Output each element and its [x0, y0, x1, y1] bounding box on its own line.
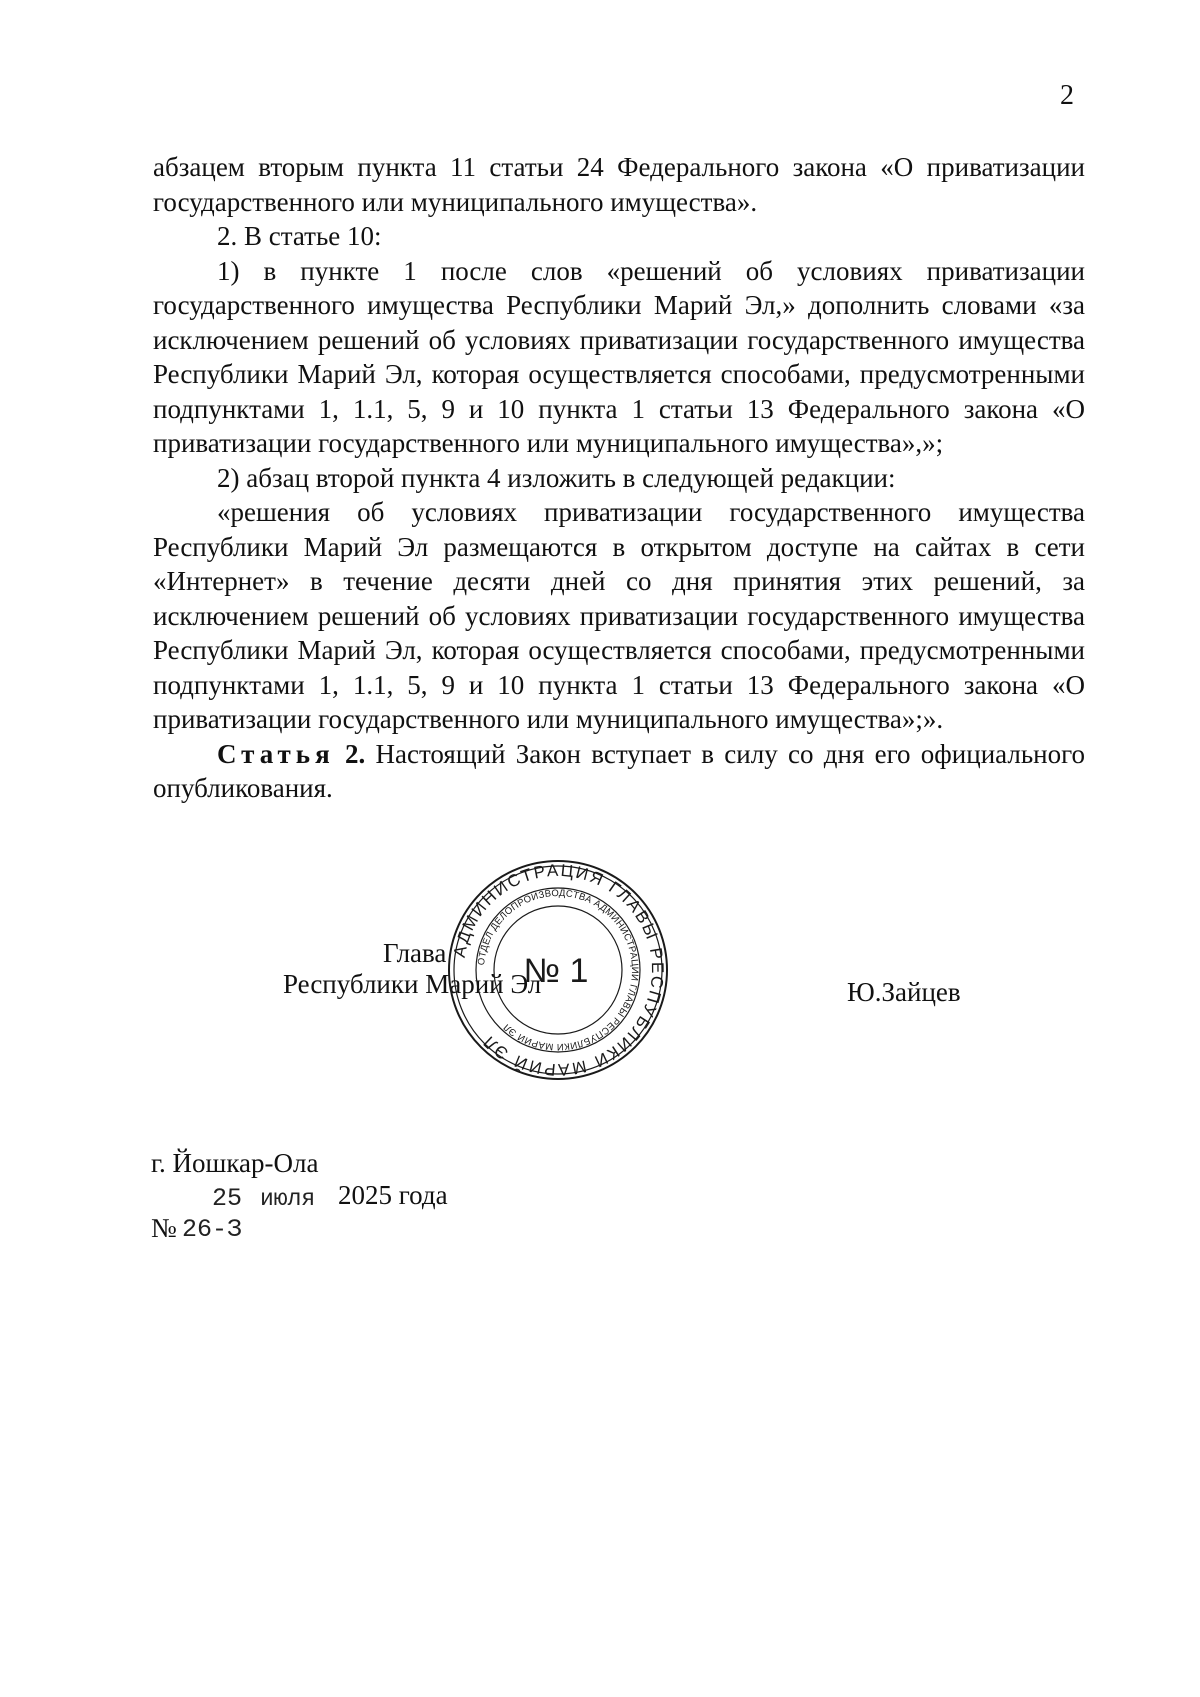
place-of-signing: г. Йошкар-Ола	[151, 1148, 319, 1178]
signature-title-line1: Глава	[383, 938, 447, 968]
article-2-heading: Статья	[217, 738, 335, 769]
paragraph-3: 1) в пункте 1 после слов «решений об условиях приватизации государственного имущества Республики Марий Эл,» дополнить словами «за исключением решений об условиях приватизации государственного имущества Республики Марий Эл, которая осуществляется способами, предусмотренными подпунктами 1, 1.1, 5, 9 и 10 пункта 1 статьи 13 Федерального закона «О приватизации государственного или муниципального имущества»,»;	[153, 255, 1085, 458]
article-2	[153, 737, 1085, 806]
article-2-text: Настоящий Закон вступает в силу со дня его официального опубликования.	[153, 738, 1086, 803]
date-day: 25	[212, 1184, 243, 1213]
stamp-center: № 1	[523, 952, 589, 990]
stamp-inner-text: ОТДЕЛ ДЕЛОПРОИЗВОДСТВА АДМИНИСТРАЦИИ ГЛАВЫ РЕСПУБЛИКИ МАРИЙ ЭЛ	[476, 887, 641, 1053]
signature-name: Ю.Зайцев	[847, 977, 961, 1007]
date-year: 2025 года	[338, 1180, 448, 1210]
paragraph-4: 2) абзац второй пункта 4 изложить в следующей редакции:	[217, 462, 896, 493]
page-number: 2	[1060, 80, 1074, 111]
signature-title-line2: Республики Марий Эл	[283, 969, 542, 999]
document-body	[153, 150, 1085, 806]
article-2-number: 2.	[344, 738, 366, 769]
law-number-value: 26-З	[182, 1215, 243, 1244]
paragraph-5: «решения об условиях приватизации государственного имущества Республики Марий Эл размещаются в открытом доступе на сайтах в сети «Интернет» в течение десяти дней со дня принятия этих решений, за исключением решений об условиях приватизации государственного имущества Республики Марий Эл, которая осуществляется способами, предусмотренными подпунктами 1, 1.1, 5, 9 и 10 пункта 1 статьи 13 Федерального закона «О приватизации государственного или муниципального имущества»;».	[153, 497, 1085, 734]
date-month: июля	[260, 1186, 316, 1212]
law-number-label: №	[151, 1213, 177, 1243]
paragraph-2: 2. В статье 10:	[217, 221, 382, 251]
paragraph-1: абзацем вторым пункта 11 статьи 24 Федерального закона «О приватизации государственного или муниципального имущества».	[153, 152, 1085, 217]
official-stamp	[446, 858, 670, 1082]
stamp-outer-text: АДМИНИСТРАЦИЯ ГЛАВЫ РЕСПУБЛИКИ МАРИЙ ЭЛ	[449, 860, 668, 1080]
